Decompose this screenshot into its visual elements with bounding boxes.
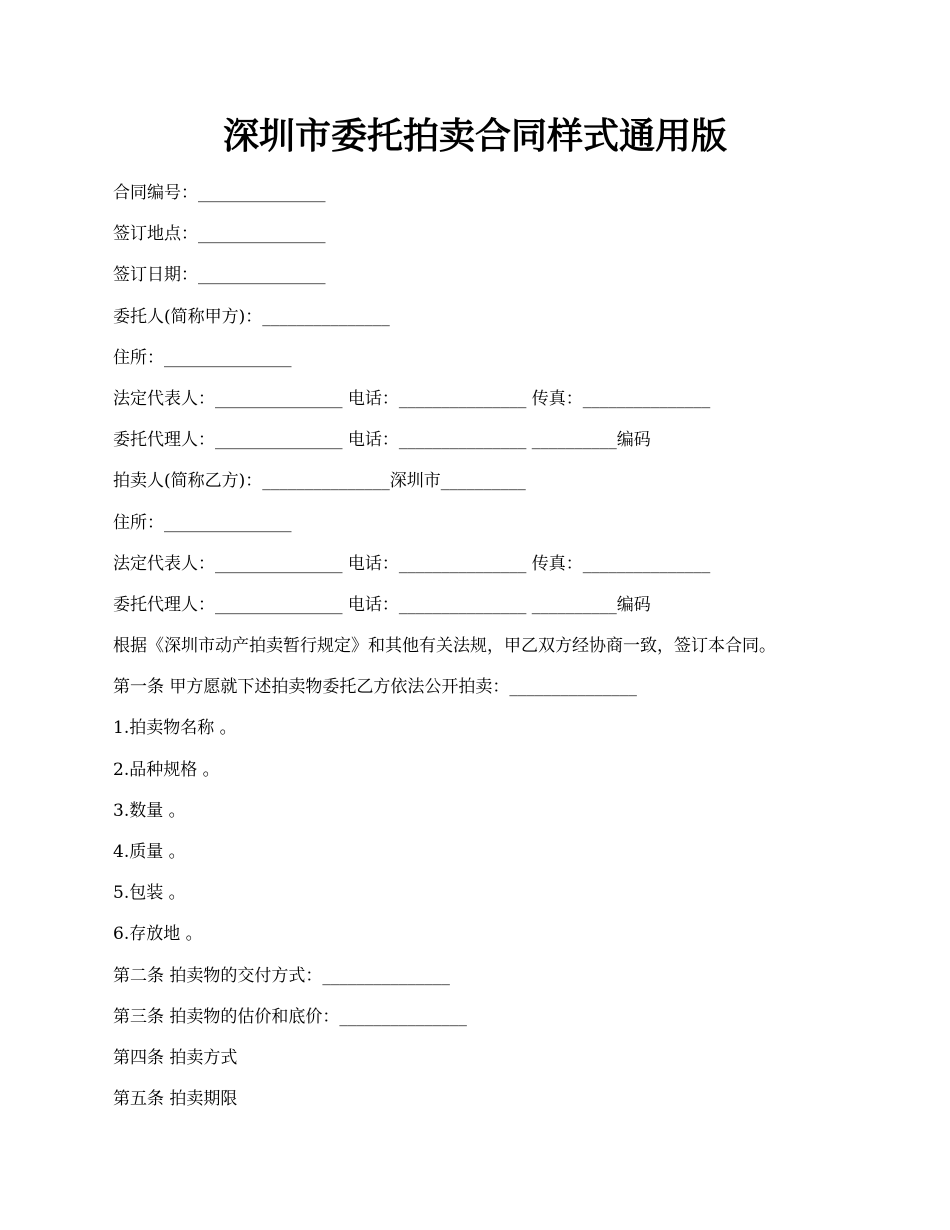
party-a-agent-line: 委托代理人：_______________ 电话：_______________ __________编码 [113,430,651,451]
party-b-address-line: 住所：_______________ [113,512,292,533]
item-packaging-line: 5.包装 。 [113,883,186,904]
party-b-legal-rep-line: 法定代表人：_______________ 电话：_______________ 传真：_______________ [113,553,711,574]
signing-date-line: 签订日期：_______________ [113,265,326,286]
contract-number-line: 合同编号：_______________ [113,183,326,203]
item-quality-line: 4.质量 。 [113,842,186,862]
party-b-agent-line: 委托代理人：_______________ 电话：_______________ __________编码 [113,594,651,615]
preamble-paragraph: 根据《深圳市动产拍卖暂行规定》和其他有关法规，甲乙双方经协商一致，签订本合同。 [113,636,776,657]
item-quantity-line: 3.数量 。 [113,800,186,821]
article-1: 第一条 甲方愿就下述拍卖物委托乙方依法公开拍卖：_______________ [113,677,637,698]
article-4: 第四条 拍卖方式 [113,1047,238,1068]
auctioneer-party-b-line: 拍卖人(简称乙方)：_______________深圳市__________ [113,471,526,492]
article-2: 第二条 拍卖物的交付方式：_______________ [113,965,450,986]
document-title: 深圳市委托拍卖合同样式通用版 [222,115,727,157]
party-a-address-line: 住所：_______________ [113,347,292,368]
signing-place-line: 签订地点：_______________ [113,224,326,245]
item-spec-line: 2.品种规格 。 [113,759,220,780]
principal-party-a-line: 委托人(简称甲方)：_______________ [113,306,390,327]
item-storage-line: 6.存放地 。 [113,924,203,945]
item-name-line: 1.拍卖物名称 。 [113,718,237,739]
article-5: 第五条 拍卖期限 [113,1089,238,1110]
party-a-legal-rep-line: 法定代表人：_______________ 电话：_______________ 传真：_______________ [113,388,711,409]
document-body [113,176,873,1123]
article-3: 第三条 拍卖物的估价和底价：_______________ [113,1006,467,1027]
